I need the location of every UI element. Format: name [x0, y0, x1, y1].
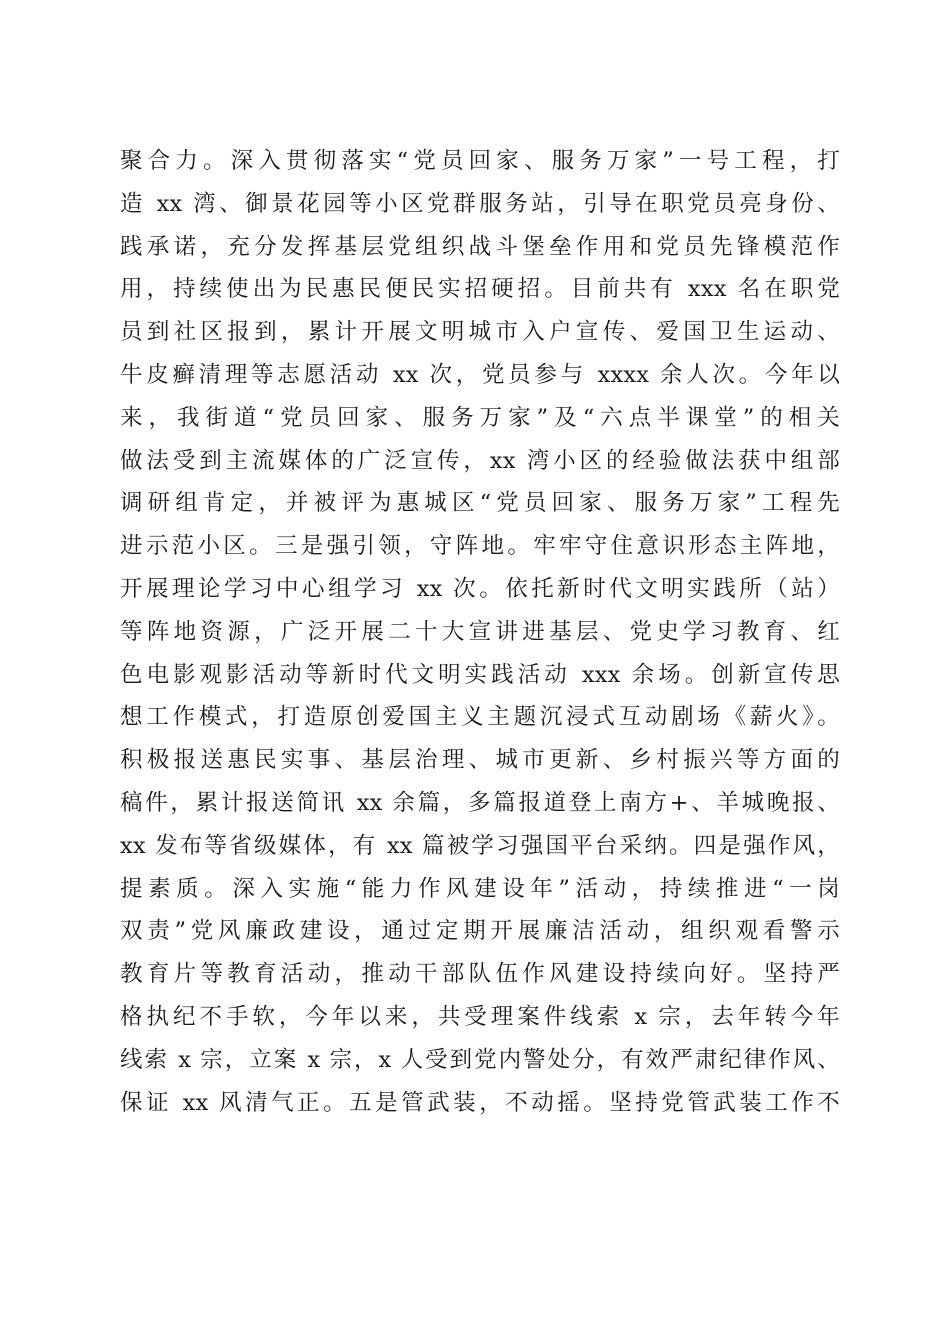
text-line: 开展理论学习中心组学习 xx 次。依托新时代文明实践所（站）: [120, 575, 840, 602]
text-line: 格执纪不手软，今年以来，共受理案件线索 x 宗，去年转今年: [120, 1003, 840, 1030]
text-line: 牛皮癣清理等志愿活动 xx 次，党员参与 xxxx 余人次。今年以: [120, 361, 840, 388]
text-line: 稿件，累计报送简讯 xx 余篇，多篇报道登上南方+、羊城晚报、: [120, 789, 840, 816]
text-line: 聚合力。深入贯彻落实“党员回家、服务万家”一号工程，打: [120, 148, 840, 174]
text-line: xx 发布等省级媒体，有 xx 篇被学习强国平台采纳。四是强作风，: [120, 832, 840, 859]
text-line: 想工作模式，打造原创爱国主义主题沉浸式互动剧场《薪火》。: [120, 704, 840, 731]
text-line: 色电影观影活动等新时代文明实践活动 xxx 余场。创新宣传思: [120, 661, 840, 688]
text-line: 双责”党风廉政建设，通过定期开展廉洁活动，组织观看警示: [120, 918, 840, 945]
text-line: 提素质。深入实施“能力作风建设年”活动，持续推进“一岗: [120, 875, 840, 902]
text-line: 教育片等教育活动，推动干部队伍作风建设持续向好。坚持严: [120, 961, 840, 988]
text-line: 调研组肯定，并被评为惠城区“党员回家、服务万家”工程先: [120, 490, 840, 517]
text-line: 积极报送惠民实事、基层治理、城市更新、乡村振兴等方面的: [120, 747, 840, 774]
text-line: 保证 xx 风清气正。五是管武装，不动摇。坚持党管武装工作不: [120, 1089, 840, 1116]
text-line: 用，持续使出为民惠民便民实招硬招。目前共有 xxx 名在职党: [120, 276, 840, 303]
text-line: 来，我街道“党员回家、服务万家”及“六点半课堂”的相关: [120, 404, 840, 431]
text-line: 员到社区报到，累计开展文明城市入户宣传、爱国卫生运动、: [120, 319, 840, 346]
body-text: [120, 140, 840, 1124]
text-line: 进示范小区。三是强引领，守阵地。牢牢守住意识形态主阵地，: [120, 533, 840, 560]
text-line: 造 xx 湾、御景花园等小区党群服务站，引导在职党员亮身份、: [120, 190, 840, 217]
text-line: 践承诺，充分发挥基层党组织战斗堡垒作用和党员先锋模范作: [120, 233, 840, 260]
text-line: 等阵地资源，广泛开展二十大宣讲进基层、党史学习教育、红: [120, 618, 840, 645]
text-line: 线索 x 宗，立案 x 宗，x 人受到党内警处分，有效严肃纪律作风、: [120, 1046, 840, 1073]
text-line: 做法受到主流媒体的广泛宣传，xx 湾小区的经验做法获中组部: [120, 447, 840, 474]
